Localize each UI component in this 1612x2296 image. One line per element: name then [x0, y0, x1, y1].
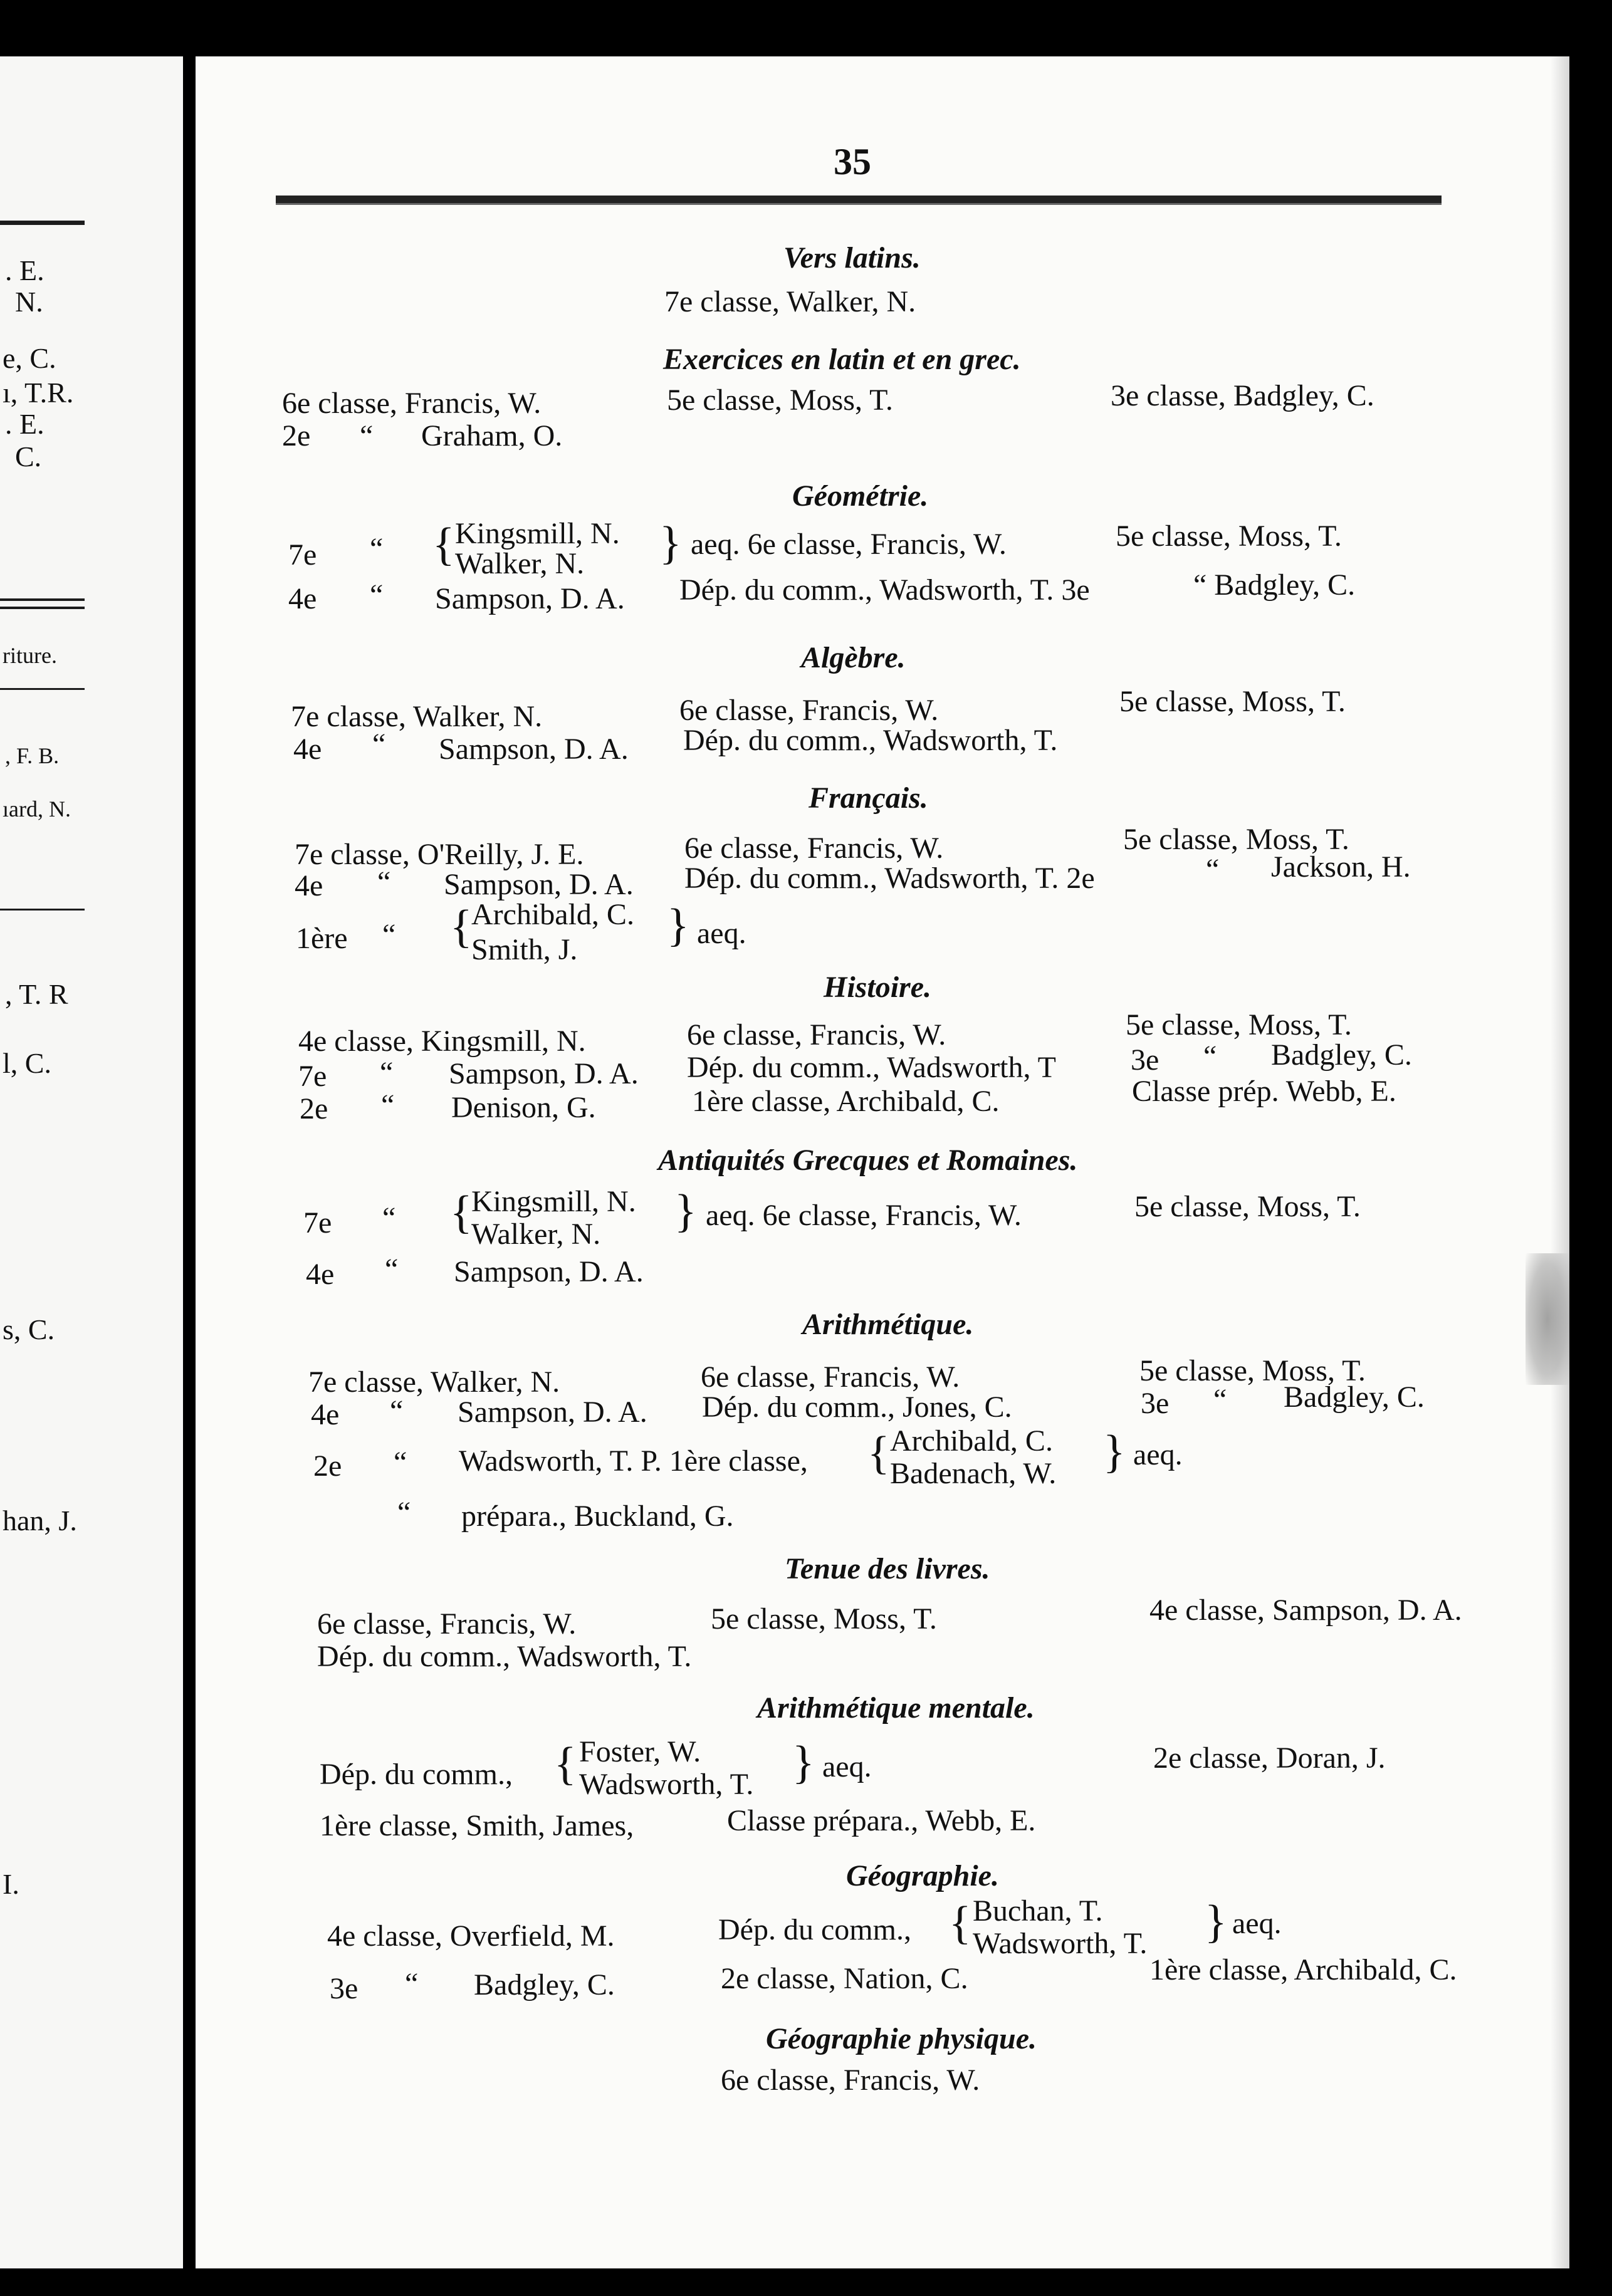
fragment-text: . E.	[5, 254, 44, 286]
result-entry: 6e classe, Francis, W.	[679, 694, 939, 727]
ditto-mark: “	[370, 578, 384, 612]
class-label: 2e	[313, 1449, 342, 1483]
ditto-mark: “	[381, 1088, 395, 1122]
section-heading: Tenue des livres.	[785, 1552, 990, 1585]
class-label: 4e	[311, 1398, 340, 1431]
student-name: Buchan, T.	[973, 1894, 1103, 1928]
ditto-mark: “	[382, 918, 396, 951]
fragment-text: han, J.	[3, 1505, 77, 1537]
result-entry: “ Badgley, C.	[1193, 568, 1356, 602]
result-entry: 5e classe, Moss, T.	[1119, 685, 1346, 718]
result-entry: Dép. du comm., Wadsworth, T. 2e	[684, 862, 1095, 895]
result-entry: 4e classe, Overfield, M.	[327, 1919, 615, 1953]
result-entry: 1ère classe, Smith, James,	[320, 1809, 634, 1842]
section-heading: Histoire.	[824, 971, 932, 1004]
left-brace: {	[949, 1897, 971, 1949]
section-heading: Antiquités Grecques et Romaines.	[658, 1144, 1078, 1177]
result-entry: 5e classe, Moss, T.	[667, 384, 893, 417]
result-entry: 4e classe, Kingsmill, N.	[298, 1025, 586, 1058]
result-entry: 5e classe, Moss, T.	[1139, 1354, 1366, 1387]
result-entry: Dép. du comm.,	[718, 1913, 911, 1946]
divider	[0, 607, 85, 609]
student-name: Archibald, C.	[471, 898, 634, 931]
left-brace: {	[867, 1427, 890, 1479]
class-label: 7e	[298, 1060, 327, 1093]
class-label: 3e	[1131, 1043, 1159, 1077]
student-name: Sampson, D. A.	[444, 868, 634, 901]
ditto-mark: “	[377, 865, 391, 899]
fragment-text: N.	[15, 286, 43, 318]
result-entry: prépara., Buckland, G.	[461, 1500, 734, 1533]
result-entry: aeq. 6e classe, Francis, W.	[706, 1199, 1022, 1232]
right-brace: }	[659, 518, 682, 569]
result-entry: 2e classe, Nation, C.	[721, 1962, 968, 1995]
result-entry: Dép. du comm.,	[320, 1758, 513, 1791]
result-entry: 5e classe, Moss, T.	[1134, 1190, 1361, 1223]
ditto-mark: “	[405, 1967, 419, 2000]
result-entry: 6e classe, Francis, W.	[684, 832, 944, 865]
right-brace: }	[667, 900, 689, 951]
section-heading: Français.	[809, 781, 928, 815]
result-entry: Dép. du comm., Wadsworth, T.	[317, 1640, 692, 1673]
fragment-text: ı, T.R.	[3, 377, 74, 409]
fragment-text: s, C.	[3, 1313, 55, 1345]
divider	[0, 221, 85, 225]
result-entry: 7e classe, Walker, N.	[291, 700, 543, 733]
page-edge-shadow	[1551, 56, 1569, 2268]
right-brace: }	[792, 1737, 815, 1788]
student-name: Foster, W.	[579, 1735, 701, 1768]
student-name: Sampson, D. A.	[449, 1057, 639, 1090]
result-entry: 5e classe, Moss, T.	[1126, 1008, 1352, 1041]
right-brace: }	[1205, 1896, 1227, 1948]
left-brace: {	[450, 1187, 473, 1238]
result-entry: 1ère classe, Archibald, C.	[692, 1085, 1000, 1118]
section-heading: Exercices en latin et en grec.	[663, 343, 1021, 376]
student-name: Archibald, C.	[890, 1424, 1053, 1458]
fragment-text: C.	[15, 441, 42, 472]
class-label: 7e	[288, 538, 317, 571]
student-name: Kingsmill, N.	[471, 1185, 636, 1218]
student-name: Sampson, D. A.	[439, 733, 629, 766]
result-entry: 6e classe, Francis, W.	[701, 1360, 960, 1394]
class-label: 1ère	[296, 922, 348, 955]
fragment-text: e, C.	[3, 342, 56, 374]
result-entry: 6e classe, Francis, W.	[721, 2064, 980, 2097]
book-page	[196, 56, 1569, 2268]
student-name: Denison, G.	[451, 1091, 596, 1124]
left-brace: {	[554, 1738, 577, 1790]
aeq-note: aeq.	[822, 1750, 872, 1783]
fragment-text: , T. R	[5, 978, 68, 1010]
result-entry: Dép. du comm., Wadsworth, T	[687, 1051, 1056, 1084]
result-entry: 7e classe, Walker, N.	[308, 1365, 560, 1399]
student-name: Sampson, D. A.	[454, 1255, 644, 1288]
ditto-mark: “	[385, 1253, 399, 1286]
section-heading: Géométrie.	[792, 479, 929, 513]
ditto-mark: “	[390, 1394, 404, 1427]
right-brace: }	[674, 1186, 697, 1237]
student-name: Smith, J.	[471, 933, 578, 966]
left-brace: {	[450, 901, 473, 952]
result-entry: 7e classe, Walker, N.	[664, 285, 916, 318]
divider	[0, 598, 85, 601]
result-entry: 5e classe, Moss, T.	[1123, 823, 1349, 856]
class-label: 3e	[330, 1972, 359, 2005]
class-label: 2e	[282, 419, 311, 452]
student-name: Wadsworth, T.	[973, 1927, 1148, 1960]
previous-page-edge	[0, 56, 183, 2268]
result-entry: Classe prép. Webb, E.	[1132, 1075, 1396, 1108]
result-entry: 7e classe, O'Reilly, J. E.	[295, 838, 584, 871]
class-label: 4e	[288, 582, 317, 615]
ditto-mark: “	[1213, 1383, 1227, 1416]
student-name: Sampson, D. A.	[435, 582, 625, 615]
result-entry: 4e classe, Sampson, D. A.	[1149, 1594, 1462, 1627]
divider	[0, 909, 85, 911]
student-name: Walker, N.	[471, 1218, 601, 1251]
result-entry: 5e classe, Moss, T.	[1116, 519, 1342, 553]
result-entry: 1ère classe, Archibald, C.	[1149, 1953, 1457, 1986]
fragment-text: l, C.	[3, 1047, 51, 1079]
fragment-text: ıard, N.	[3, 796, 71, 822]
section-heading: Arithmétique.	[802, 1308, 974, 1341]
student-name: Walker, N.	[455, 547, 585, 580]
aeq-note: aeq.	[1232, 1907, 1282, 1940]
class-label: 7e	[303, 1206, 332, 1239]
section-heading: Algèbre.	[801, 641, 906, 674]
result-entry: Dép. du comm., Jones, C.	[702, 1391, 1012, 1424]
ditto-mark: “	[1206, 853, 1220, 886]
divider	[0, 688, 85, 690]
page-number: 35	[834, 141, 871, 182]
aeq-note: aeq.	[697, 917, 746, 950]
student-name: Badenach, W.	[890, 1457, 1057, 1490]
class-label: 3e	[1141, 1387, 1170, 1420]
result-entry: 6e classe, Francis, W.	[687, 1018, 946, 1051]
section-heading: Géographie physique.	[766, 2022, 1037, 2055]
aeq-note: aeq.	[1133, 1438, 1183, 1471]
fragment-text: riture.	[3, 643, 57, 668]
student-name: Kingsmill, N.	[455, 517, 620, 550]
result-entry: 6e classe, Francis, W.	[282, 387, 542, 420]
class-label: 4e	[293, 733, 322, 766]
ditto-mark: “	[360, 419, 374, 452]
result-entry: 5e classe, Moss, T.	[711, 1602, 937, 1636]
page-smudge	[1526, 1253, 1569, 1385]
student-name: Badgley, C.	[474, 1968, 615, 2001]
section-heading: Arithmétique mentale.	[757, 1691, 1035, 1725]
result-entry: Dép. du comm., Wadsworth, T.	[683, 724, 1058, 757]
ditto-mark: “	[370, 532, 384, 565]
student-name: Badgley, C.	[1271, 1038, 1412, 1072]
fragment-text: . E.	[5, 408, 44, 440]
ditto-mark: “	[372, 728, 386, 761]
class-label: 4e	[306, 1258, 335, 1291]
result-entry: 6e classe, Francis, W.	[317, 1607, 577, 1641]
result-entry: 3e classe, Badgley, C.	[1111, 379, 1374, 412]
student-name: Wadsworth, T.	[579, 1768, 754, 1801]
result-entry: 2e classe, Doran, J.	[1153, 1741, 1386, 1775]
result-entry: Classe prépara., Webb, E.	[727, 1804, 1036, 1837]
right-brace: }	[1103, 1426, 1126, 1478]
student-name: Sampson, D. A.	[458, 1396, 647, 1429]
result-entry: aeq. 6e classe, Francis, W.	[691, 528, 1007, 561]
student-name: Badgley, C.	[1284, 1380, 1425, 1414]
section-heading: Vers latins.	[783, 241, 921, 274]
class-label: 2e	[300, 1092, 328, 1125]
student-name: Graham, O.	[421, 419, 563, 452]
class-label: 4e	[295, 869, 323, 902]
ditto-mark: “	[380, 1056, 394, 1089]
fragment-text: I.	[3, 1868, 19, 1900]
result-entry: Wadsworth, T. P. 1ère classe,	[459, 1444, 808, 1478]
result-entry: Dép. du comm., Wadsworth, T. 3e	[679, 573, 1090, 607]
ditto-mark: “	[1203, 1040, 1217, 1073]
ditto-mark: “	[394, 1446, 407, 1479]
header-rule	[276, 196, 1442, 203]
fragment-text: , F. B.	[5, 743, 60, 768]
section-heading: Géographie.	[846, 1859, 999, 1892]
left-brace: {	[432, 519, 455, 570]
ditto-mark: “	[382, 1201, 396, 1234]
ditto-mark: “	[397, 1496, 411, 1529]
student-name: Jackson, H.	[1271, 850, 1411, 884]
